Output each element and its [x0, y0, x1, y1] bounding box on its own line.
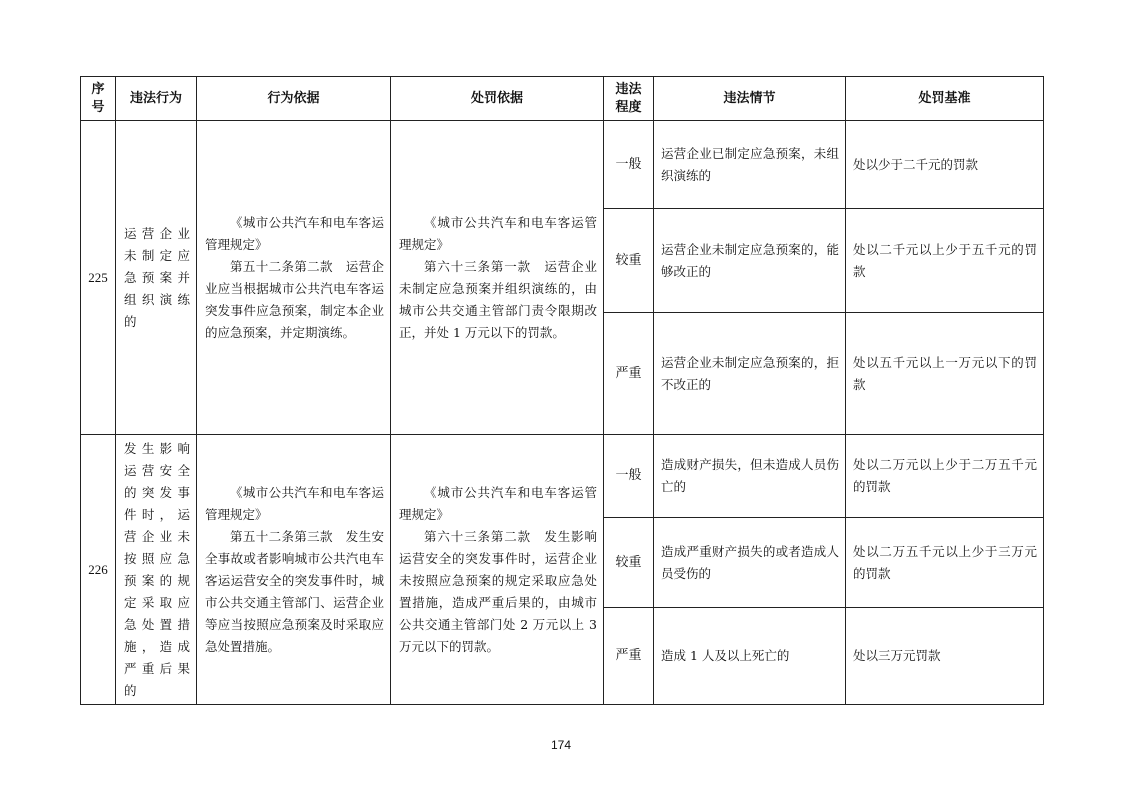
detail-cell: 造成严重财产损失的或者造成人员受伤的: [654, 518, 846, 608]
detail-cell: 运营企业未制定应急预案的，能够改正的: [654, 209, 846, 313]
penalty-basis: [391, 435, 604, 705]
degree-cell: 严重: [604, 313, 654, 435]
standard-cell: 处以二千元以上少于五千元的罚款: [846, 209, 1044, 313]
degree-cell: 严重: [604, 608, 654, 705]
table-row: [81, 435, 1044, 518]
act-basis-text: 第五十二条第三款 发生安全事故或者影响城市公共汽电车客运运营安全的突发事件时，城市公共交通主管部门、运营企业等应当按照应急预案及时采取应急处置措施。: [205, 528, 384, 654]
degree-cell: 较重: [604, 209, 654, 313]
table-row: [81, 121, 1044, 209]
act-basis: [197, 435, 391, 705]
penalty-basis-text: 第六十三条第二款 发生影响运营安全的突发事件时，运营企业未按照应急预案的规定采取应急处置措施，造成严重后果的，由城市公共交通主管部门处 2 万元以上 3 万元以下的罚款。: [399, 528, 597, 654]
penalty-basis: [391, 121, 604, 435]
penalty-basis-source: 《城市公共汽车和电车客运管理规定》: [399, 484, 597, 522]
degree-cell: 较重: [604, 518, 654, 608]
header-standard: 处罚基准: [846, 77, 1044, 121]
violation-act: 运营企业未制定应急预案并组织演练的: [116, 121, 197, 435]
detail-cell: 运营企业未制定应急预案的，拒不改正的: [654, 313, 846, 435]
header-degree: 违法程度: [604, 77, 654, 121]
act-basis-source: 《城市公共汽车和电车客运管理规定》: [205, 484, 384, 522]
header-act: 违法行为: [116, 77, 197, 121]
page-number: 174: [550, 738, 572, 752]
degree-cell: 一般: [604, 435, 654, 518]
penalty-table: [80, 76, 1044, 705]
violation-act: 发生影响运营安全的突发事件时，运营企业未按照应急预案的规定采取应急处置措施，造成严重后果的: [116, 435, 197, 705]
act-basis-source: 《城市公共汽车和电车客运管理规定》: [205, 214, 384, 252]
standard-cell: 处以三万元罚款: [846, 608, 1044, 705]
table-header-row: [81, 77, 1044, 121]
detail-cell: 运营企业已制定应急预案，未组织演练的: [654, 121, 846, 209]
degree-cell: 一般: [604, 121, 654, 209]
header-detail: 违法情节: [654, 77, 846, 121]
header-basis: 行为依据: [197, 77, 391, 121]
detail-cell: 造成财产损失，但未造成人员伤亡的: [654, 435, 846, 518]
act-basis: [197, 121, 391, 435]
header-no: 序号: [81, 77, 116, 121]
row-number: 225: [81, 121, 116, 435]
standard-cell: 处以少于二千元的罚款: [846, 121, 1044, 209]
standard-cell: 处以五千元以上一万元以下的罚款: [846, 313, 1044, 435]
act-basis-text: 第五十二条第二款 运营企业应当根据城市公共汽电车客运突发事件应急预案，制定本企业的应急预案，并定期演练。: [205, 258, 384, 340]
standard-cell: 处以二万五千元以上少于三万元的罚款: [846, 518, 1044, 608]
penalty-basis-text: 第六十三条第一款 运营企业未制定应急预案并组织演练的，由城市公共交通主管部门责令限期改正，并处 1 万元以下的罚款。: [399, 258, 597, 340]
penalty-basis-source: 《城市公共汽车和电车客运管理规定》: [399, 214, 597, 252]
header-penalty-basis: 处罚依据: [391, 77, 604, 121]
standard-cell: 处以二万元以上少于二万五千元的罚款: [846, 435, 1044, 518]
row-number: 226: [81, 435, 116, 705]
detail-cell: 造成 1 人及以上死亡的: [654, 608, 846, 705]
